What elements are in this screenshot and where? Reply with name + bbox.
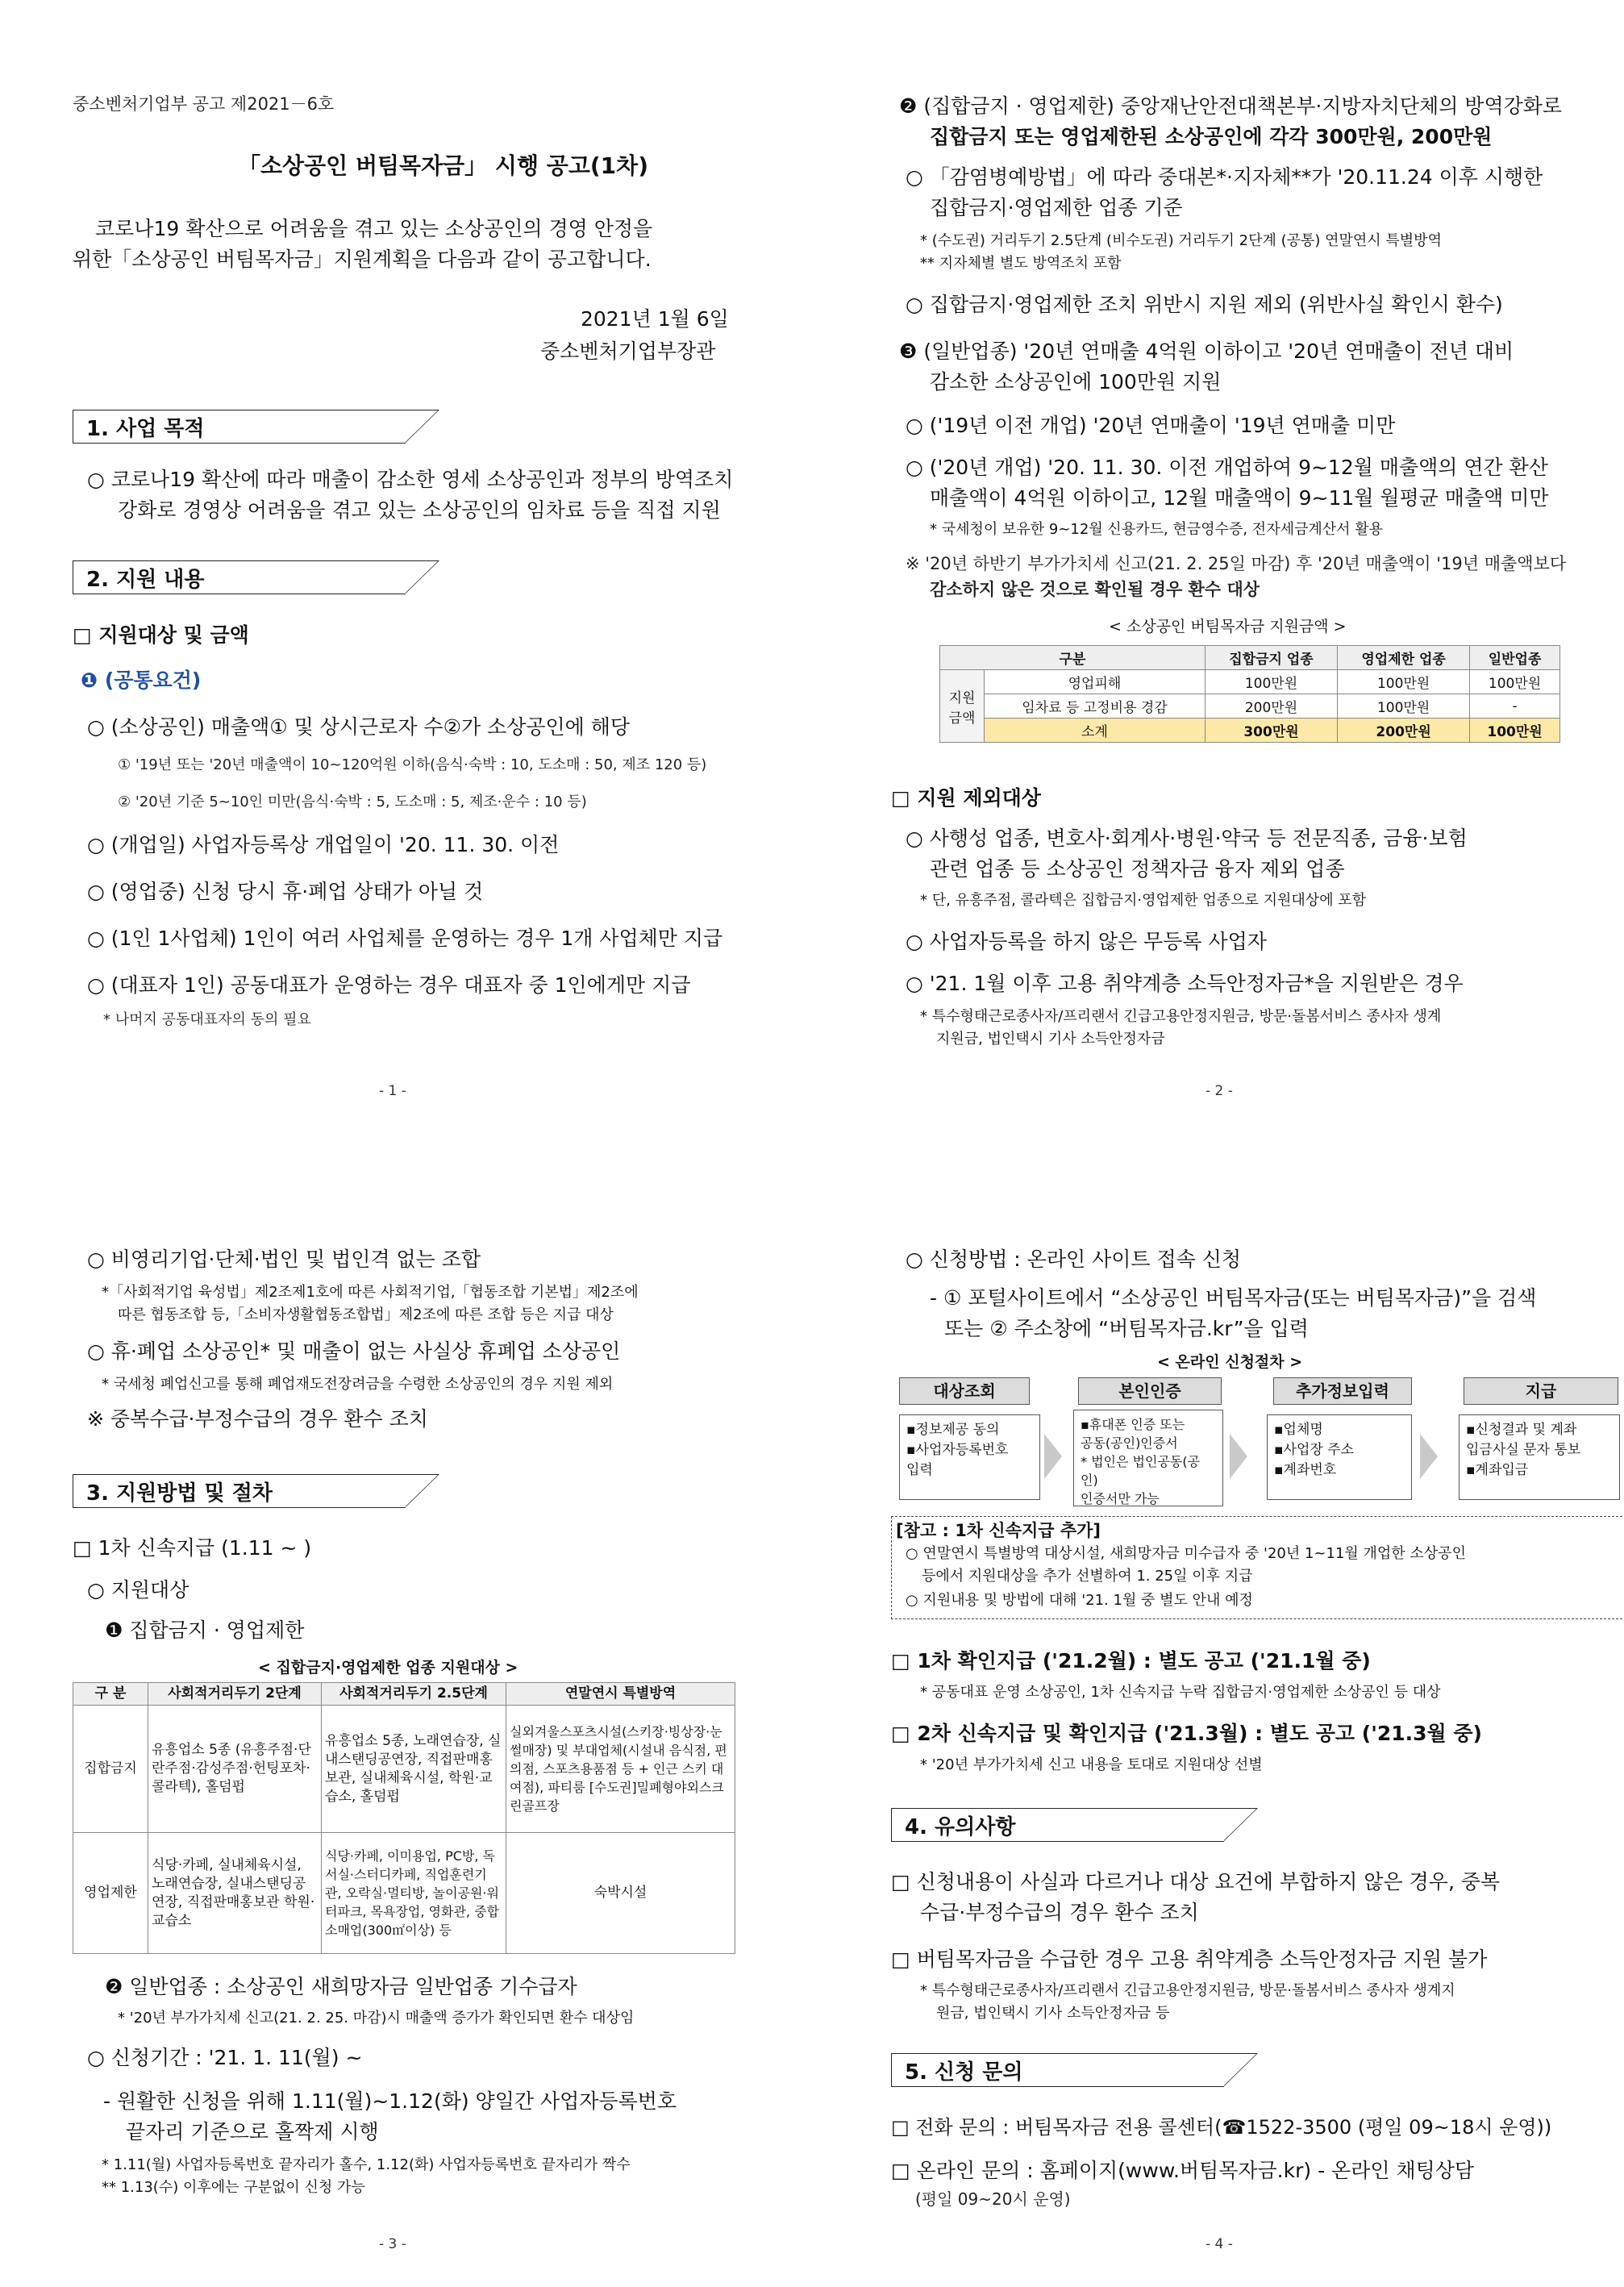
section-5-header: 5. 신청 문의 <box>891 2053 1224 2087</box>
intro-line-2: 위한「소상공인 버팀목자금」지원계획을 다음과 같이 공고합니다. <box>73 248 652 271</box>
amount-subtotal-cell: 100만원 <box>1470 719 1560 743</box>
caution-2: □ 버팀목자금을 수급한 경우 고용 취약계층 소득안정자금 지원 불가 <box>891 1947 1488 1971</box>
amount-header-ban: 집합금지 업종 <box>1205 646 1337 670</box>
biz-header: 사회적거리두기 2단계 <box>148 1683 322 1706</box>
general-industry-subheading: ❷ 일반업종 : 소상공인 새희망자금 일반업종 기수급자 <box>105 1975 577 1998</box>
biz-cell: 유흥업소 5종, 노래연습장, 실내스탠딩공연장, 직접판매홍보관, 실내체육시설, 학원·교습소, 홀덤펍 <box>322 1706 506 1833</box>
intro-line-1: 코로나19 확산으로 어려움을 겪고 있는 소상공인의 경영 안정을 <box>95 217 653 240</box>
gathering-ban-note-1: * (수도권) 거리두기 2.5단계 (비수도권) 거리두기 2단계 (공통) 연말연시 특별방역 <box>920 232 1442 249</box>
gathering-ban-basis-2: 집합금지·영업제한 업종 기준 <box>930 196 1183 219</box>
page-number-2: - 2 - <box>1206 1083 1233 1099</box>
nonprofit-note-2: 따른 협동조합 등,「소비자생활협동조합법」제2조에 따른 조합 등은 지급 대상 <box>118 1306 614 1323</box>
method-detail-1: - ① 포털사이트에서 “소상공인 버팀목자금(또는 버팀목자금)”을 검색 <box>930 1286 1537 1310</box>
amount-subtotal-cell: 200만원 <box>1338 719 1470 743</box>
exclusion-1-line-1: ○ 사행성 업종, 변호사·회계사·병원·약국 등 전문직종, 금융·보험 <box>906 827 1468 850</box>
step-3-body: ▪업체명 ▪사업장 주소 ▪계좌번호 <box>1267 1414 1412 1500</box>
amount-cell: 100만원 <box>1338 694 1470 719</box>
general-before-2019: ○ ('19년 이전 개업) '20년 연매출이 '19년 연매출 미만 <box>906 414 1396 437</box>
reference-title: [참고 : 1차 신속지급 추가] <box>896 1521 1101 1540</box>
exclusion-1-note: * 단, 유흥주점, 콜라텍은 집합금지·영업제한 업종으로 지원대상에 포함 <box>920 892 1367 909</box>
ban-restrict-subheading: ❶ 집합금지 · 영업제한 <box>105 1618 305 1642</box>
step-3-head: 추가정보입력 <box>1273 1377 1412 1405</box>
caution-2-note-1: * 특수형태근로종사자/프리랜서 긴급고용안정지원금, 방문·돌봄서비스 종사자 생계지 <box>920 1982 1455 1999</box>
nonprofit-note-1: *「사회적기업 육성법」제2조제1호에 따른 사회적기업,「협동조합 기본법」제2조에 <box>102 1284 639 1301</box>
req-representative-note: * 나머지 공동대표자의 동의 필요 <box>103 1011 311 1028</box>
biz-cell: 숙박시설 <box>506 1833 735 1954</box>
req-operating: ○ (영업중) 신청 당시 휴·폐업 상태가 아닐 것 <box>87 880 484 903</box>
application-method: ○ 신청방법 : 온라인 사이트 접속 신청 <box>906 1248 1242 1271</box>
step-arrow <box>1230 1434 1247 1479</box>
purpose-line-1: ○ 코로나19 확산에 따라 매출이 감소한 영세 소상공인과 정부의 방역조치 <box>87 468 734 491</box>
general-2020-line-2: 매출액이 4억원 이하이고, 12월 매출액이 9~11월 월평균 매출액 미만 <box>930 486 1549 510</box>
support-amount-table <box>939 645 1560 743</box>
amount-group-label: 지원 금액 <box>940 670 985 743</box>
gathering-ban-heading-2: 집합금지 또는 영업제한된 소상공인에 각각 300만원, 200만원 <box>930 125 1493 148</box>
biz-cell: 유흥업소 5종 (유흥주점·단란주점·감성주점·헌팅포차·콜라텍), 홀덤펍 <box>148 1706 322 1833</box>
exclusion-3: ○ '21. 1월 이후 고용 취약계층 소득안정자금*을 지원받은 경우 <box>906 972 1464 995</box>
amount-subtotal-cell: 300만원 <box>1205 719 1337 743</box>
gathering-ban-heading-1: ❷ (집합금지 · 영업제한) 중앙재난안전대책본부·지방자치단체의 방역강화로 <box>899 94 1563 118</box>
section-1-header: 1. 사업 목적 <box>73 410 406 444</box>
caution-2-note-2: 원금, 법인택시 기사 소득안정자금 등 <box>936 2005 1170 2022</box>
closed-note: * 국세청 폐업신고를 통해 폐업재도전장려금을 수령한 소상공인의 경우 지원 제외 <box>102 1376 614 1393</box>
purpose-line-2: 강화로 경영상 어려움을 겪고 있는 소상공인의 임차료 등을 직접 지원 <box>118 498 721 522</box>
gathering-ban-basis-1: ○ 「감염병예방법」에 따라 중대본*·지자체**가 '20.11.24 이후 시행한 <box>906 165 1543 189</box>
procedure-caption: < 온라인 신청절차 > <box>1157 1353 1303 1371</box>
amount-cell: 200만원 <box>1205 694 1337 719</box>
biz-header: 사회적거리두기 2.5단계 <box>322 1683 506 1706</box>
target-heading: □ 지원대상 및 금액 <box>73 623 249 647</box>
step-1-head: 대상조회 <box>899 1377 1030 1405</box>
req-small-business: ○ (소상공인) 매출액① 및 상시근로자 수②가 소상공인에 해당 <box>87 715 631 739</box>
refund-note-2: 감소하지 않은 것으로 확인될 경우 환수 대상 <box>930 580 1260 599</box>
issuer: 중소벤처기업부장관 <box>540 340 716 363</box>
second-payment-note: * '20년 부가가치세 신고 내용을 토대로 지원대상 선별 <box>920 1756 1263 1773</box>
exclusion-3-note-1: * 특수형태근로종사자/프리랜서 긴급고용안정지원금, 방문·돌봄서비스 종사자 생계 <box>920 1008 1442 1025</box>
step-2-body: ▪휴대폰 인증 또는 공동(공인)인증서 * 법인은 법인공동(공인) 인증서만 가능 <box>1073 1410 1223 1506</box>
section-3-header: 3. 지원방법 및 절차 <box>73 1474 406 1508</box>
general-2020-line-1: ○ ('20년 개업) '20. 11. 30. 이전 개업하여 9~12월 매출액의 연간 환산 <box>906 456 1548 479</box>
refund-note-1: ※ '20년 하반기 부가가치세 신고(21. 2. 25일 마감) 후 '20년 매출액이 '19년 매출액보다 <box>906 554 1567 573</box>
notice-date: 2021년 1월 6일 <box>581 307 729 331</box>
general-2020-note: * 국세청이 보유한 9~12월 신용카드, 현금영수증, 전자세금계산서 활용 <box>930 521 1384 538</box>
page-number-1: - 1 - <box>379 1083 406 1099</box>
req-one-business: ○ (1인 1사업체) 1인이 여러 사업체를 운영하는 경우 1개 사업체만 지급 <box>87 927 723 950</box>
req-note-1: ① '19년 또는 '20년 매출액이 10~120억원 이하(음식·숙박 : 10, 도소매 : 50, 제조 120 등) <box>118 756 707 773</box>
exclusion-2: ○ 사업자등록을 하지 않은 무등록 사업자 <box>906 930 1267 953</box>
req-one-representative: ○ (대표자 1인) 공동대표가 운영하는 경우 대표자 중 1인에게만 지급 <box>87 973 691 997</box>
amount-header-category: 구분 <box>940 646 1206 670</box>
amount-subtotal-label: 소계 <box>985 719 1206 743</box>
amount-cell: 100만원 <box>1205 670 1337 694</box>
duplicate-refund: ※ 중복수급·부정수급의 경우 환수 조치 <box>87 1407 428 1431</box>
step-4-head: 지급 <box>1464 1377 1618 1405</box>
amount-header-general: 일반업종 <box>1470 646 1560 670</box>
exclusion-3-note-2: 지원금, 법인택시 기사 소득안정자금 <box>936 1031 1165 1048</box>
step-arrow <box>1044 1434 1062 1479</box>
biz-cell: 식당·카페, 실내체육시설, 노래연습장, 실내스탠딩공연장, 직접판매홍보관 학원·교습소 <box>148 1833 322 1954</box>
application-period: ○ 신청기간 : '21. 1. 11(월) ~ <box>87 2046 363 2069</box>
biz-cell: 실외겨울스포츠시설(스키장·빙상장·눈썰매장) 및 부대업체(시설내 음식점, 편의점, 스포츠용품점 등 + 인근 스키 대여점), 파티룸 [수도권]밀폐형야외스크린골프장 <box>506 1706 735 1833</box>
amount-cell: - <box>1470 694 1560 719</box>
caution-1-line-2: 수급·부정수급의 경우 환수 조치 <box>920 1901 1199 1924</box>
reference-line-2: 등에서 지원대상을 추가 선별하여 1. 25일 이후 지급 <box>922 1568 1253 1585</box>
step-1-body: ▪정보제공 동의 ▪사업자등록번호 입력 <box>899 1414 1040 1500</box>
page-number-4: - 4 - <box>1206 2236 1233 2252</box>
caution-1-line-1: □ 신청내용이 사실과 다르거나 대상 요건에 부합하지 않은 경우, 중복 <box>891 1870 1501 1893</box>
biz-row-label: 집합금지 <box>73 1706 148 1833</box>
reference-line-1: ○ 연말연시 특별방역 대상시설, 새희망자금 미수급자 중 '20년 1~11월 개업한 소상공인 <box>906 1545 1466 1562</box>
notice-number: 중소벤처기업부 공고 제2021－6호 <box>73 94 335 114</box>
req-note-2: ② '20년 기준 5~10인 미만(음식·숙박 : 5, 도소매 : 5, 제조·운수 : 10 등) <box>118 794 587 810</box>
first-check-payment: □ 1차 확인지급 ('21.2월) : 별도 공고 ('21.1월 중) <box>891 1649 1371 1673</box>
amount-header-restrict: 영업제한 업종 <box>1338 646 1470 670</box>
step-2-head: 본인인증 <box>1078 1377 1222 1405</box>
general-industry-note: * '20년 부가가치세 신고(21. 2. 25. 마감)시 매출액 증가가 확인되면 환수 대상임 <box>118 2010 635 2027</box>
step-4-body: ▪신청결과 및 계좌 입금사실 문자 통보 ▪계좌입금 <box>1459 1414 1620 1500</box>
first-check-note: * 공동대표 운영 소상공인, 1차 신속지급 누락 집합금지·영업제한 소상공인 등 대상 <box>920 1684 1441 1701</box>
period-detail-2: 끝자리 기준으로 홀짝제 시행 <box>126 2120 379 2143</box>
first-payment-heading: □ 1차 신속지급 (1.11 ~ ) <box>73 1536 312 1560</box>
amount-cell: 100만원 <box>1338 670 1470 694</box>
amount-row-label: 영업피해 <box>985 670 1206 694</box>
page-title: 「소상공인 버팀목자금」 시행 공고(1차) <box>238 152 648 179</box>
method-detail-2: 또는 ② 주소창에 “버팀목자금.kr”을 입력 <box>944 1317 1309 1340</box>
section-2-header: 2. 지원 내용 <box>73 560 406 594</box>
step-arrow <box>1420 1434 1438 1479</box>
period-note-1: * 1.11(월) 사업자등록번호 끝자리가 홀수, 1.12(화) 사업자등록번호 끝자리가 짝수 <box>102 2156 631 2173</box>
gathering-ban-violation: ○ 집합금지·영업제한 조치 위반시 지원 제외 (위반사실 확인시 환수) <box>906 293 1503 316</box>
biz-header: 연말연시 특별방역 <box>506 1683 735 1706</box>
period-detail-1: - 원활한 신청을 위해 1.11(월)~1.12(화) 양일간 사업자등록번호 <box>103 2089 677 2113</box>
support-target-label: ○ 지원대상 <box>87 1578 189 1602</box>
period-note-2: ** 1.13(수) 이후에는 구분없이 신청 가능 <box>102 2179 365 2196</box>
req-open-date: ○ (개업일) 사업자등록상 개업일이 '20. 11. 30. 이전 <box>87 833 560 856</box>
exclusion-closed: ○ 휴·폐업 소상공인* 및 매출이 없는 사실상 휴폐업 소상공인 <box>87 1339 621 1363</box>
general-industry-heading-2: 감소한 소상공인에 100만원 지원 <box>930 370 1222 394</box>
online-inquiry-hours: (평일 09~20시 운영) <box>915 2189 1071 2209</box>
common-requirements-heading: ❶ (공통요건) <box>81 669 202 692</box>
exclusion-heading: □ 지원 제외대상 <box>891 786 1041 810</box>
amount-row-label: 임차료 등 고정비용 경감 <box>985 694 1206 719</box>
amount-cell: 100만원 <box>1470 670 1560 694</box>
biz-cell: 식당·카페, 이미용업, PC방, 독서실·스터디카페, 직업훈련기관, 오락실·멀티방, 놀이공원·워터파크, 목욕장업, 영화관, 중합소매업(300㎡이상) 등 <box>322 1833 506 1954</box>
exclusion-nonprofit: ○ 비영리기업·단체·법인 및 법인격 없는 조합 <box>87 1248 481 1271</box>
reference-line-3: ○ 지원내용 및 방법에 대해 '21. 1월 중 별도 안내 예정 <box>906 1592 1253 1609</box>
exclusion-1-line-2: 관련 업종 등 소상공인 정책자금 융자 제외 업종 <box>930 857 1345 881</box>
gathering-ban-note-2: ** 지자체별 별도 방역조치 포함 <box>920 255 1122 272</box>
second-payment: □ 2차 신속지급 및 확인지급 ('21.3월) : 별도 공고 ('21.3월 중) <box>891 1722 1482 1745</box>
ban-restrict-table <box>73 1682 735 1954</box>
biz-row-label: 영업제한 <box>73 1833 148 1954</box>
phone-inquiry: □ 전화 문의 : 버팀목자금 전용 콜센터(☎1522-3500 (평일 09~18시 운영)) <box>891 2116 1552 2139</box>
biz-table-caption: < 집합금지·영업제한 업종 지원대상 > <box>258 1659 518 1677</box>
general-industry-heading-1: ❸ (일반업종) '20년 연매출 4억원 이하이고 '20년 연매출이 전년 대비 <box>899 340 1514 363</box>
page-number-3: - 3 - <box>379 2236 406 2252</box>
online-inquiry: □ 온라인 문의 : 홈페이지(www.버팀목자금.kr) - 온라인 채팅상담 <box>891 2159 1475 2182</box>
biz-header: 구 분 <box>73 1683 148 1706</box>
section-4-header: 4. 유의사항 <box>891 1808 1224 1842</box>
amount-table-caption: < 소상공인 버팀목자금 지원금액 > <box>1109 618 1347 635</box>
